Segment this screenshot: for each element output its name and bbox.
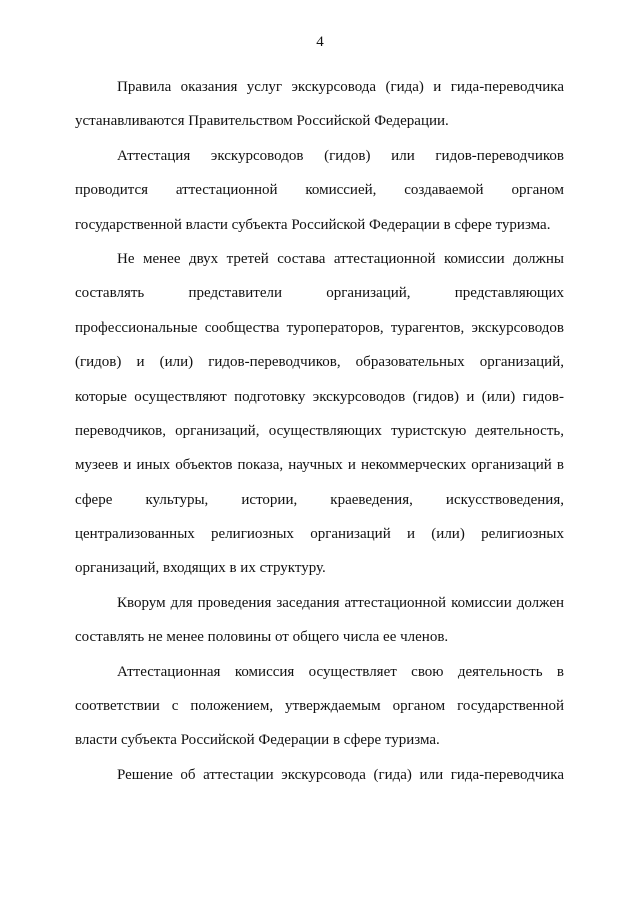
text-line: организаций, входящих в их структуру.: [75, 560, 326, 577]
paragraph-service-rules: [75, 70, 564, 139]
text-line: проводится аттестационной комиссией, создаваемой органом: [75, 182, 564, 199]
text-line: централизованных религиозных организаций и (или) религиозных: [75, 526, 564, 543]
text-line: музеев и иных объектов показа, научных и некоммерческих организаций в: [75, 457, 564, 474]
text-line: устанавливаются Правительством Российской Федерации.: [75, 113, 449, 130]
text-line: Решение об аттестации экскурсовода (гида) или гида-переводчика: [117, 766, 564, 783]
text-line: Аттестация экскурсоводов (гидов) или гидов-переводчиков: [117, 147, 564, 164]
paragraph-commission-composition: [75, 242, 564, 586]
text-line: Кворум для проведения заседания аттестационной комиссии должен: [117, 594, 564, 611]
text-line: соответствии с положением, утверждаемым органом государственной: [75, 698, 564, 715]
text-line: сфере культуры, истории, краеведения, искусствоведения,: [75, 491, 564, 508]
text-line: Аттестационная комиссия осуществляет свою деятельность в: [117, 663, 564, 680]
text-line: Не менее двух третей состава аттестационной комиссии должны: [117, 250, 564, 267]
text-line: Правила оказания услуг экскурсовода (гида) и гида-переводчика: [117, 79, 564, 95]
page-number: 4: [316, 34, 324, 50]
text-line: составлять представители организаций, представляющих: [75, 285, 564, 302]
text-line: составлять не менее половины от общего числа ее членов.: [75, 629, 449, 646]
paragraph-attestation-decision: [75, 758, 564, 792]
text-line: переводчиков, организаций, осуществляющих туристскую деятельность,: [75, 422, 564, 439]
text-line: которые осуществляют подготовку экскурсоводов (гидов) и (или) гидов-: [75, 388, 564, 405]
paragraph-commission-regulation: [75, 655, 564, 758]
document-body: [75, 70, 564, 792]
text-line: государственной власти субъекта Российской Федерации в сфере туризма.: [75, 216, 551, 233]
text-line: власти субъекта Российской Федерации в сфере туризма.: [75, 732, 440, 749]
text-line: профессиональные сообщества туроператоров, турагентов, экскурсоводов: [75, 319, 564, 336]
paragraph-attestation-commission: [75, 139, 564, 242]
paragraph-quorum: [75, 586, 564, 655]
text-line: (гидов) и (или) гидов-переводчиков, образовательных организаций,: [75, 354, 564, 371]
